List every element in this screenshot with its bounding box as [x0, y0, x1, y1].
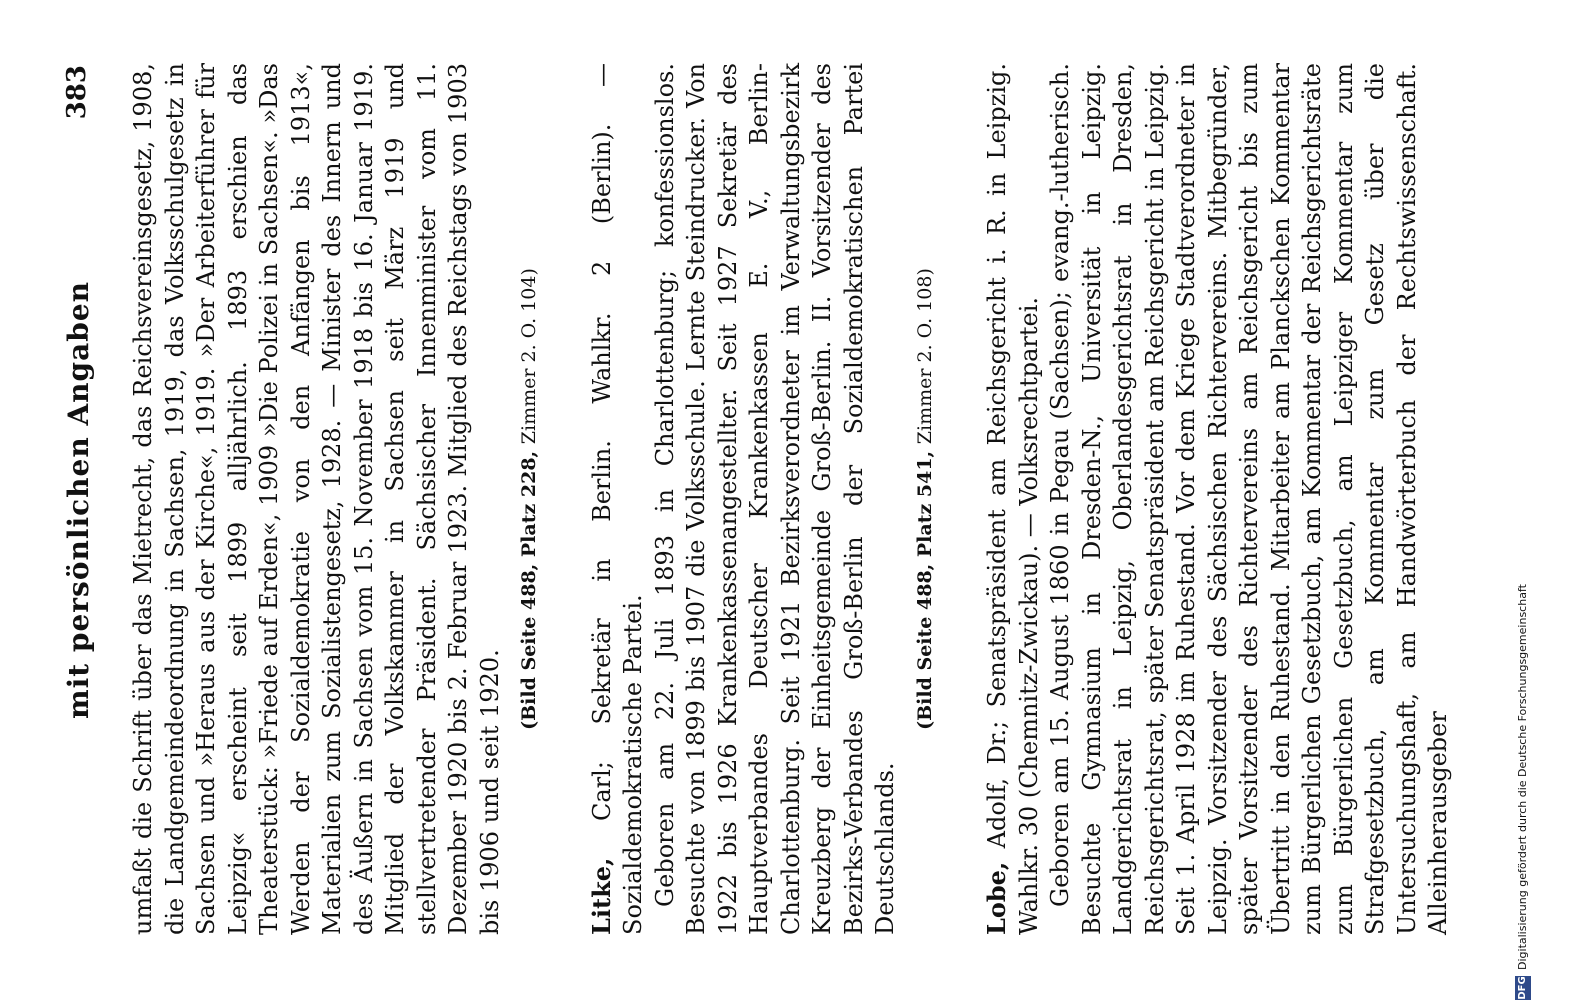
entry-litke — [586, 63, 942, 935]
page-header — [62, 65, 102, 935]
dfg-logo: DFG — [1515, 976, 1531, 1000]
room-text: Zimmer 2. O. 108) — [913, 268, 936, 445]
running-title: mit persönlichen Angaben — [62, 280, 95, 720]
caption-text: (Bild Seite 488, Platz 541, — [913, 450, 936, 730]
entry-heading — [586, 63, 650, 935]
entry-paragraph: Geboren am 15. August 1860 in Pegau (Sachsen); evang.-lutherisch. Besuchte Gymnasium in Dresden-N., Universität in Leipzig. Landgerichtsrat in Leipzig, Oberlandesgerichtsrat in Dresden, Reichsgerichtsrat, später Senatspräsident am Reichsgericht in Leipzig. Seit 1. April 1928 im Ruhestand. Vor dem Kriege Stadtverordneter in Leipzig. Vorsitzender des Sächsischen Richtervereins. Mitbegründer, später Vorsitzender des Richtervereins am Reichsgericht bis zum Übertritt in den Ruhestand. Mitarbeiter am Planckschen Kommentar zum Bürgerlichen Gesetzbuch, am Kommentar der Reichsgerichtsräte zum Bürgerlichen Gesetzbuch, am Leipziger Kommentar zum Strafgesetzbuch, am Kommentar zum Gesetz über die Untersuchungshaft, am Handwörterbuch der Rechtswissenschaft. Alleinherausgeber — [1046, 63, 1452, 935]
digitization-sidebar — [1508, 0, 1538, 1000]
entry-paragraph: umfaßt die Schrift über das Mietrecht, das Reichsvereinsgesetz, 1908, die Landgemeindeordnung in Sachsen, 1919, das Volksschulgesetz in Sachsen und »Heraus aus der Kirche«, 1919. »Der Arbeiterführer für Leipzig« erscheint seit 1899 alljährlich. 1893 erschien das Theaterstück: »Friede auf Erden«, 1909 »Die Polizei in Sachsen«. »Das Werden der Sozialdemokratie von den Anfängen bis 1913«, Materialien zum Sozialistengesetz, 1928. — Minister des Innern und des Äußern in Sachsen vom 15. November 1918 bis 16. Januar 1919. Mitglied der Volkskammer in Sachsen seit März 1919 und stellvertretender Präsident. Sächsischer Innenminister vom 11. Dezember 1920 bis 2. Februar 1923. Mitglied des Reichstags von 1903 bis 1906 und seit 1920. — [129, 63, 504, 935]
caption-text: (Bild Seite 488, Platz 228, — [518, 450, 540, 730]
entry-name: Litke, — [586, 857, 616, 935]
entry-name: Lobe, — [982, 861, 1011, 935]
photo-caption — [910, 63, 942, 935]
entry-continuation — [128, 63, 546, 935]
room-text: Zimmer 2. O. 104) — [518, 268, 540, 445]
photo-caption — [514, 63, 546, 935]
entry-head-text: Carl; Sekretär in Berlin. Wahlkr. 2 (Berlin). — Sozialdemokratische Partei. — [587, 63, 647, 935]
page-number: 383 — [62, 65, 92, 120]
entry-heading — [981, 63, 1045, 935]
entry-lobe — [981, 63, 1455, 935]
page-body — [128, 63, 1455, 935]
digitization-credit: Digitalisierung gefördert durch die Deutsche Forschungsgemeinschaft — [1516, 584, 1529, 970]
entry-head-text: Adolf, Dr.; Senatspräsident am Reichsgericht i. R. in Leipzig. Wahlkr. 30 (Chemnitz-Zwickau). — Volksrechtpartei. — [983, 63, 1043, 935]
entry-paragraph: Geboren am 22. Juli 1893 in Charlottenburg; konfessionslos. Besuchte von 1899 bis 1907 die Volksschule. Lernte Steindrucker. Von 1922 bis 1926 Krankenkassenangestellter. Seit 1927 Sekretär des Hauptverbandes Deutscher Krankenkassen E. V., Berlin-Charlottenburg. Seit 1921 Bezirksverordneter im Verwaltungsbezirk Kreuzberg der Einheitsgemeinde Groß-Berlin. II. Vorsitzender des Bezirks-Verbandes Groß-Berlin der Sozialdemokratischen Partei Deutschlands. — [650, 63, 899, 935]
